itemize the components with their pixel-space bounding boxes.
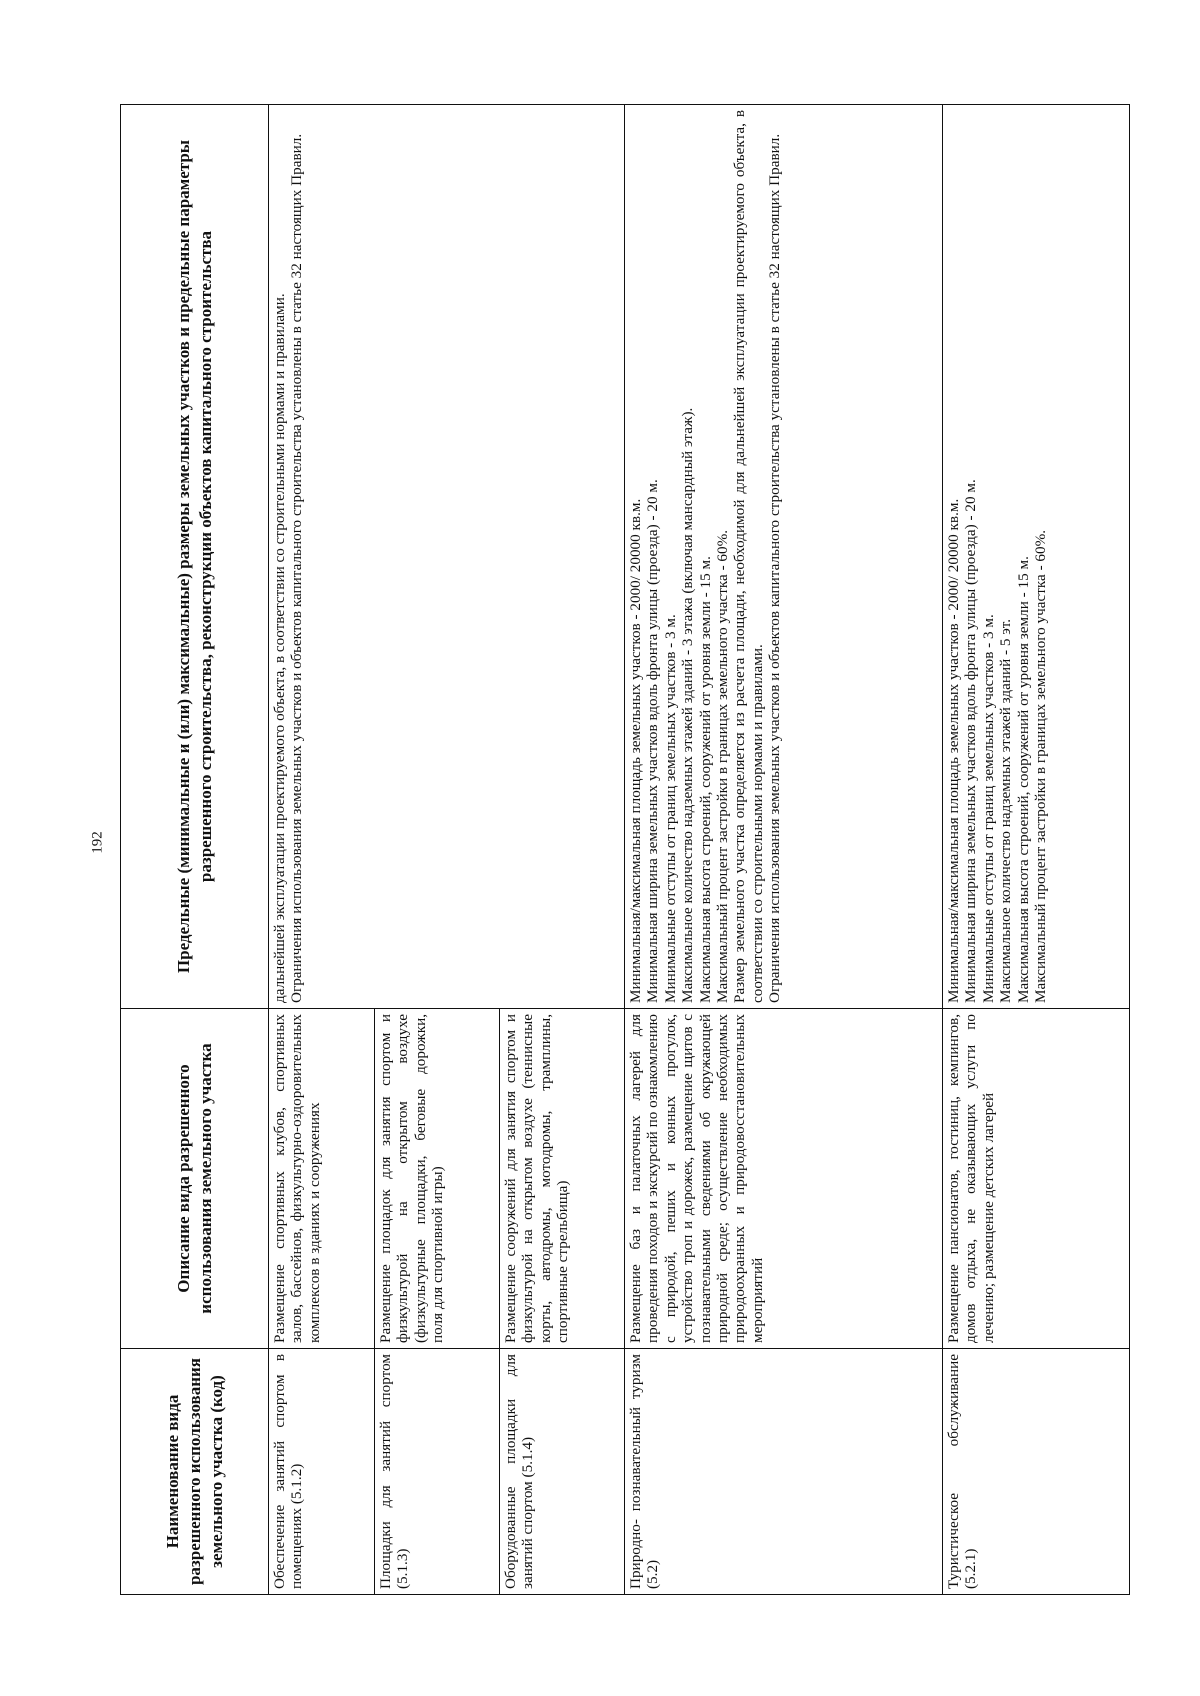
row-description: Размещение пансионатов, гостиниц, кемпингов, домов отдыха, не оказывающих услуги по лечению; размещение детских лагерей bbox=[943, 1009, 1130, 1349]
param-line: Минимальная/максимальная площадь земельных участков - 2000/ 20000 кв.м. bbox=[627, 498, 644, 1003]
header-name: Наименование вида разрешенного использования земельного участка (код) bbox=[121, 1349, 269, 1595]
row-name: Туристическое обслуживание (5.2.1) bbox=[943, 1349, 1130, 1595]
param-line: Максимальная высота строений, сооружений от уровня земли - 15 м. bbox=[696, 556, 714, 1003]
param-line: Максимальный процент застройки в границах земельного участка - 60%. bbox=[1032, 529, 1050, 1003]
table-row bbox=[943, 105, 1130, 1595]
header-description: Описание вида разрешенного использования земельного участка bbox=[121, 1009, 269, 1349]
row-name: Площадки для занятий спортом (5.1.3) bbox=[375, 1349, 500, 1595]
table-row bbox=[269, 105, 375, 1595]
land-use-table bbox=[120, 104, 1130, 1595]
row-params bbox=[269, 105, 625, 1009]
table-row bbox=[625, 105, 943, 1595]
param-line: Ограничения использования земельных участков и объектов капитального строительства установлены в статье 32 настоящих Правил. bbox=[288, 133, 306, 1003]
row-description: Размещение площадок для занятия спортом и физкультурой на открытом воздухе (физкультурные площадки, беговые дорожки, поля для спортивной игры) bbox=[375, 1009, 500, 1349]
rotated-table-container bbox=[120, 105, 1130, 1595]
param-line: Ограничения использования земельных участков и объектов капитального строительства установлены в статье 32 настоящих Правил. bbox=[766, 133, 784, 1003]
row-name: Обеспечение занятий спортом в помещениях (5.1.2) bbox=[269, 1349, 375, 1595]
param-line: Минимальная ширина земельных участков вдоль фронта улицы (проезда) - 20 м. bbox=[644, 479, 662, 1003]
param-line: Максимальное количество надземных этажей зданий - 3 этажа (включая мансардный этаж). bbox=[679, 407, 697, 1003]
param-line: Минимальная/максимальная площадь земельных участков - 2000/ 20000 кв.м. bbox=[945, 498, 962, 1003]
param-line: дальнейшей эксплуатации проектируемого объекта, в соответствии со строительными нормами и правилами. bbox=[271, 293, 288, 1003]
param-line: Минимальные отступы от границ земельных участков - 3 м. bbox=[661, 614, 679, 1003]
row-name: Природно- познавательный туризм (5.2) bbox=[625, 1349, 943, 1595]
table-header-row bbox=[121, 105, 269, 1595]
page-number: 192 bbox=[89, 831, 106, 854]
row-params bbox=[943, 105, 1130, 1009]
param-line: Максимальная высота строений, сооружений от уровня земли - 15 м. bbox=[1014, 556, 1032, 1003]
row-name: Оборудованные площадки для занятий спортом (5.1.4) bbox=[500, 1349, 625, 1595]
row-params bbox=[625, 105, 943, 1009]
row-description: Размещение баз и палаточных лагерей для проведения походов и экскурсий по ознакомлению с природой, пеших и конных прогулок, устройство троп и дорожек, размещение щитов с познавательными сведениями об окружающей природной среде; осуществление необходимых природоохранных и природовосстановительных мероприятий bbox=[625, 1009, 943, 1349]
header-params: Предельные (минимальные и (или) максимальные) размеры земельных участков и предельные параметры разрешенного строительства, реконструкции объектов капитального строительства bbox=[121, 105, 269, 1009]
row-description: Размещение сооружений для занятия спортом и физкультурой на открытом воздухе (теннисные корты, автодромы, мотодромы, трамплины, спортивные стрельбища) bbox=[500, 1009, 625, 1349]
param-line: Размер земельного участка определяется из расчета площади, необходимой для дальнейшей эксплуатации проектируемого объекта, в соответствии со строительными нормами и правилами. bbox=[731, 110, 766, 1003]
param-line: Максимальный процент застройки в границах земельного участка - 60%. bbox=[714, 529, 732, 1003]
param-line: Максимальное количество надземных этажей зданий - 5 эт. bbox=[997, 618, 1015, 1003]
row-description: Размещение спортивных клубов, спортивных залов, бассейнов, физкультурно-оздоровительных комплексов в зданиях и сооружениях bbox=[269, 1009, 375, 1349]
param-line: Минимальные отступы от границ земельных участков - 3 м. bbox=[979, 614, 997, 1003]
param-line: Минимальная ширина земельных участков вдоль фронта улицы (проезда) - 20 м. bbox=[962, 479, 980, 1003]
